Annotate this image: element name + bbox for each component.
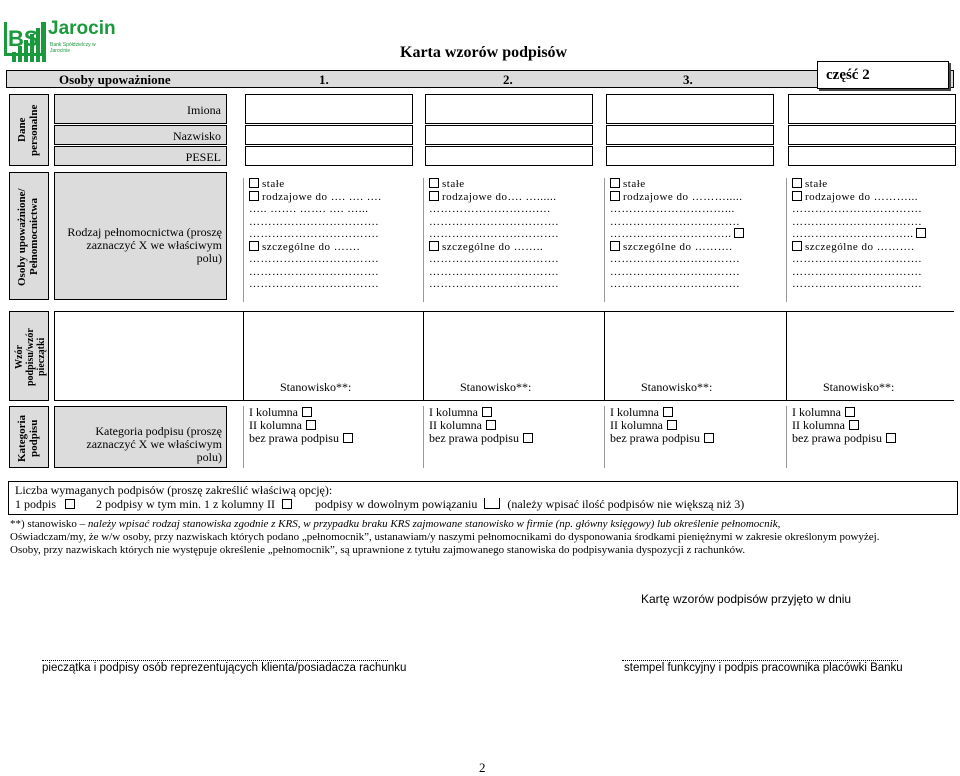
authorization-line [249, 216, 421, 229]
client-signature-label: pieczątka i podpisy osób reprezentujących klienta/posiadacza rachunku [42, 662, 407, 674]
option-2-signatures: 2 podpisy w tym min. 1 z kolumny II [96, 497, 276, 511]
column-divider [423, 406, 424, 468]
authorization-line-text: stałe [262, 178, 285, 190]
category-checkbox[interactable] [849, 420, 859, 430]
authorization-checkbox[interactable] [610, 191, 620, 201]
personal-input-2-2[interactable] [425, 125, 593, 145]
note-position-text: należy wpisać rodzaj stanowiska zgodnie z KRS, w przypadku braku KRS zajmowane stanowisko w firmie (np. główny księgowy) lub określenie pełnomocnik, [87, 518, 781, 530]
bank-logo [4, 4, 114, 62]
authorization-line [792, 266, 960, 279]
authorization-line-text: ……………………………. [610, 253, 740, 265]
authorization-column-1 [249, 178, 421, 291]
authorization-line-text: ……………………………. [249, 265, 379, 278]
authorization-checkbox[interactable] [429, 241, 439, 251]
page-number: 2 [479, 760, 486, 775]
option-3-hint: (należy wpisać ilość podpisów nie większą niż 3) [507, 497, 745, 511]
authorization-line-text: rodzajowe do …. …. …. [262, 190, 382, 203]
required-signatures-box [8, 481, 958, 515]
column-divider [243, 406, 244, 468]
category-option-label: bez prawa podpisu [429, 431, 519, 445]
note-persons: Osoby, przy nazwiskach których nie występuje określenie „pełnomocnik”, są uprawnione z tytułu zajmowanego stanowiska do podpisywania dyspozycji z rachunków. [10, 544, 746, 556]
personal-input-1-3[interactable] [245, 146, 413, 166]
authorization-line [610, 178, 782, 191]
category-checkbox[interactable] [486, 420, 496, 430]
authorization-checkbox[interactable] [610, 241, 620, 251]
authorization-line-text: stałe [442, 178, 465, 190]
note-position-prefix: **) stanowisko – [10, 518, 88, 530]
category-option-label: I kolumna [429, 405, 478, 419]
column-divider [786, 406, 787, 468]
authorization-line-text: ……………………………. [429, 253, 559, 265]
authorization-line [792, 278, 960, 291]
authorization-desc-cell [54, 172, 227, 300]
signature-side-cell [9, 311, 49, 401]
authorization-line [429, 216, 601, 229]
bank-signature-line[interactable] [622, 660, 898, 661]
authorization-line [249, 266, 421, 279]
authorization-side-cell [9, 172, 49, 300]
personal-input-1-1[interactable] [245, 94, 413, 124]
authorization-line-text: ……………………………. [249, 215, 379, 228]
personal-input-1-2[interactable] [245, 125, 413, 145]
authorization-line [429, 191, 601, 204]
field-label-imiona: Imiona [187, 103, 221, 117]
category-option-label: bez prawa podpisu [610, 431, 700, 445]
authorization-line [610, 228, 782, 241]
authorization-line [429, 203, 601, 216]
category-checkbox[interactable] [845, 407, 855, 417]
authorization-line [792, 191, 960, 204]
authorization-line-text: stałe [805, 178, 828, 190]
category-checkbox[interactable] [306, 420, 316, 430]
signature-side-label: Wzór podpisu/wzór pieczątki [14, 328, 47, 386]
authorization-column-3 [610, 178, 782, 291]
persons-label: Osoby upoważnione [59, 72, 171, 87]
authorization-checkbox[interactable] [792, 241, 802, 251]
authorization-line-text: szczególne do …….. [442, 240, 544, 253]
category-side-cell [9, 406, 49, 468]
authorization-line [249, 203, 421, 216]
category-desc-cell [54, 406, 227, 468]
position-label: Stanowisko**: [280, 380, 352, 394]
authorization-line [429, 266, 601, 279]
authorization-line-text: ….. ……. ……. …. …... [249, 203, 369, 215]
authorization-line-text: ……………………………. [249, 278, 379, 290]
acceptance-text: Kartę wzorów podpisów przyjęto w dniu [641, 592, 852, 606]
authorization-line [610, 253, 782, 266]
authorization-line-text: ……………………………. [610, 278, 740, 290]
signature-specimen-3[interactable] [604, 311, 784, 401]
authorization-checkbox[interactable] [610, 178, 620, 188]
category-option-label: bez prawa podpisu [792, 431, 882, 445]
authorization-line-text: ……………………………. [249, 228, 379, 240]
client-signature-line[interactable] [42, 660, 388, 661]
category-checkbox[interactable] [704, 433, 714, 443]
personal-input-4-1[interactable] [788, 94, 956, 124]
authorization-line [429, 241, 601, 254]
authorization-line [792, 203, 960, 216]
authorization-line [610, 203, 782, 216]
category-option-label: II kolumna [610, 418, 663, 432]
authorization-column-2 [429, 178, 601, 291]
note-declaration: Oświadczam/my, że w/w osoby, przy nazwiskach których podano „pełnomocnik”, ustanawiam/y naszymi pełnomocnikami do dysponowania środkami pieniężnymi w zakresie określonym powyżej. [10, 531, 880, 543]
authorization-line [249, 191, 421, 204]
authorization-line [610, 241, 782, 254]
column-divider [786, 178, 787, 302]
category-option [249, 432, 356, 445]
person-col-2: 2. [503, 72, 513, 87]
authorization-line-text: ……………………………. [429, 228, 559, 240]
authorization-line [429, 253, 601, 266]
authorization-line-text: ……………………………. [792, 253, 922, 265]
authorization-line-text: …………………………... [610, 203, 735, 215]
authorization-line-text: rodzajowe do ………... [805, 190, 919, 203]
category-side-label: Kategoria podpisu [16, 414, 40, 462]
persons-header-row [6, 70, 954, 88]
note-position [10, 518, 950, 531]
authorization-line [429, 228, 601, 241]
personal-side-cell [9, 94, 49, 166]
authorization-line [249, 253, 421, 266]
category-option [429, 432, 536, 445]
authorization-line [610, 191, 782, 204]
column-divider [604, 406, 605, 468]
authorization-line-text: stałe [623, 178, 646, 190]
authorization-line-text: ……………………….…. [429, 203, 551, 215]
authorization-line-text: rodzajowe do…. …...... [442, 190, 557, 203]
authorization-checkbox[interactable] [249, 191, 259, 201]
authorization-checkbox[interactable] [792, 191, 802, 201]
option-1-checkbox[interactable] [65, 499, 75, 509]
option-2-checkbox[interactable] [282, 499, 292, 509]
authorization-line-text: ……………………………. [792, 203, 922, 215]
authorization-side-label: Osoby upoważnione/ Pełnomocnictwa [16, 188, 40, 286]
personal-field-name2 [54, 125, 227, 145]
field-label-nazwisko: Nazwisko [173, 129, 221, 143]
authorization-line [429, 278, 601, 291]
authorization-checkbox[interactable] [249, 241, 259, 251]
notes [10, 518, 950, 557]
category-option-label: II kolumna [249, 418, 302, 432]
authorization-line-text: ……………………………. [792, 215, 922, 228]
authorization-line-text: ……………………………. [792, 265, 922, 278]
authorization-line [792, 178, 960, 191]
category-checkbox[interactable] [663, 407, 673, 417]
authorization-description: Rodzaj pełnomocnictwa (proszę zaznaczyć X we właściwym polu) [67, 225, 222, 265]
option-3-signatures: podpisy w dowolnym powiązaniu [315, 497, 478, 511]
personal-field-name1 [54, 94, 227, 124]
category-option-label: II kolumna [792, 418, 845, 432]
position-label: Stanowisko**: [460, 380, 532, 394]
authorization-line-text: ……………………………. [249, 253, 379, 265]
authorization-line-text: ………………………….. [610, 228, 732, 240]
category-checkbox[interactable] [523, 433, 533, 443]
authorization-line [249, 178, 421, 191]
part-label: część 2 [826, 67, 870, 83]
category-checkbox[interactable] [482, 407, 492, 417]
category-option [610, 432, 717, 445]
authorization-line [249, 278, 421, 291]
personal-input-4-3[interactable] [788, 146, 956, 166]
authorization-line-text: ……………………………. [429, 278, 559, 290]
column-divider [243, 178, 244, 302]
category-option-label: I kolumna [249, 405, 298, 419]
authorization-line-text: ……………………………. [429, 215, 559, 228]
category-option-label: I kolumna [792, 405, 841, 419]
signature-specimen-1[interactable] [243, 311, 423, 401]
category-option [792, 432, 899, 445]
category-option-label: II kolumna [429, 418, 482, 432]
category-column-3 [610, 406, 717, 445]
document-title: Karta wzorów podpisów [400, 44, 568, 61]
option-3-count-field[interactable] [484, 498, 500, 509]
authorization-line [610, 278, 782, 291]
authorization-line [610, 266, 782, 279]
category-checkbox[interactable] [667, 420, 677, 430]
logo-short: BS [8, 26, 39, 51]
personal-input-3-3[interactable] [606, 146, 774, 166]
authorization-extra-checkbox[interactable] [916, 228, 926, 238]
person-col-1: 1. [319, 72, 329, 87]
category-checkbox[interactable] [302, 407, 312, 417]
logo-subtitle: Bank Spółdzielczy w Jarocinie [50, 42, 96, 54]
authorization-line [792, 241, 960, 254]
category-column-4 [792, 406, 899, 445]
required-signatures-options [15, 498, 744, 511]
authorization-line-text: rodzajowe do ………..... [623, 190, 743, 203]
authorization-line [792, 253, 960, 266]
authorization-line-text: ……………………………. [610, 215, 740, 228]
authorization-extra-checkbox[interactable] [734, 228, 744, 238]
signature-specimen-4[interactable] [786, 311, 960, 401]
category-option-label: I kolumna [610, 405, 659, 419]
personal-input-2-1[interactable] [425, 94, 593, 124]
category-column-2 [429, 406, 536, 445]
personal-input-4-2[interactable] [788, 125, 956, 145]
authorization-line-text: szczególne do ………. [623, 240, 733, 253]
authorization-line-text: ……………………………. [610, 265, 740, 278]
authorization-checkbox[interactable] [429, 178, 439, 188]
personal-input-2-3[interactable] [425, 146, 593, 166]
bank-signature-label: stempel funkcyjny i podpis pracownika placówki Banku [624, 662, 903, 674]
authorization-line-text: szczególne do ………. [805, 240, 915, 253]
authorization-line [610, 216, 782, 229]
authorization-line [792, 228, 960, 241]
column-divider [423, 178, 424, 302]
authorization-line-text: ………………………….. [792, 228, 914, 240]
signature-specimen-2[interactable] [423, 311, 603, 401]
category-description: Kategoria podpisu (proszę zaznaczyć X we właściwym polu) [86, 424, 222, 464]
authorization-line [249, 228, 421, 241]
column-divider [604, 178, 605, 302]
person-col-3: 3. [683, 72, 693, 87]
personal-side-label: Dane personalne [16, 104, 40, 156]
category-column-1 [249, 406, 356, 445]
authorization-line-text: ……………………………. [792, 278, 922, 290]
personal-field-name3 [54, 146, 227, 166]
authorization-line-text: ……………………………. [429, 265, 559, 278]
personal-input-3-1[interactable] [606, 94, 774, 124]
logo-name: Jarocin [48, 18, 116, 39]
field-label-pesel: PESEL [185, 150, 221, 164]
authorization-line [249, 241, 421, 254]
personal-input-3-2[interactable] [606, 125, 774, 145]
option-1-signature: 1 podpis [15, 497, 57, 511]
position-label: Stanowisko**: [823, 380, 895, 394]
category-checkbox[interactable] [886, 433, 896, 443]
authorization-column-4 [792, 178, 960, 291]
part-label-box [817, 61, 949, 89]
authorization-line-text: szczególne do ……. [262, 240, 360, 253]
authorization-checkbox[interactable] [429, 191, 439, 201]
authorization-checkbox[interactable] [792, 178, 802, 188]
authorization-checkbox[interactable] [249, 178, 259, 188]
category-checkbox[interactable] [343, 433, 353, 443]
category-option-label: bez prawa podpisu [249, 431, 339, 445]
authorization-line [429, 178, 601, 191]
position-label: Stanowisko**: [641, 380, 713, 394]
required-signatures-heading: Liczba wymaganych podpisów (proszę zakreślić właściwą opcję): [15, 483, 333, 497]
authorization-line [792, 216, 960, 229]
